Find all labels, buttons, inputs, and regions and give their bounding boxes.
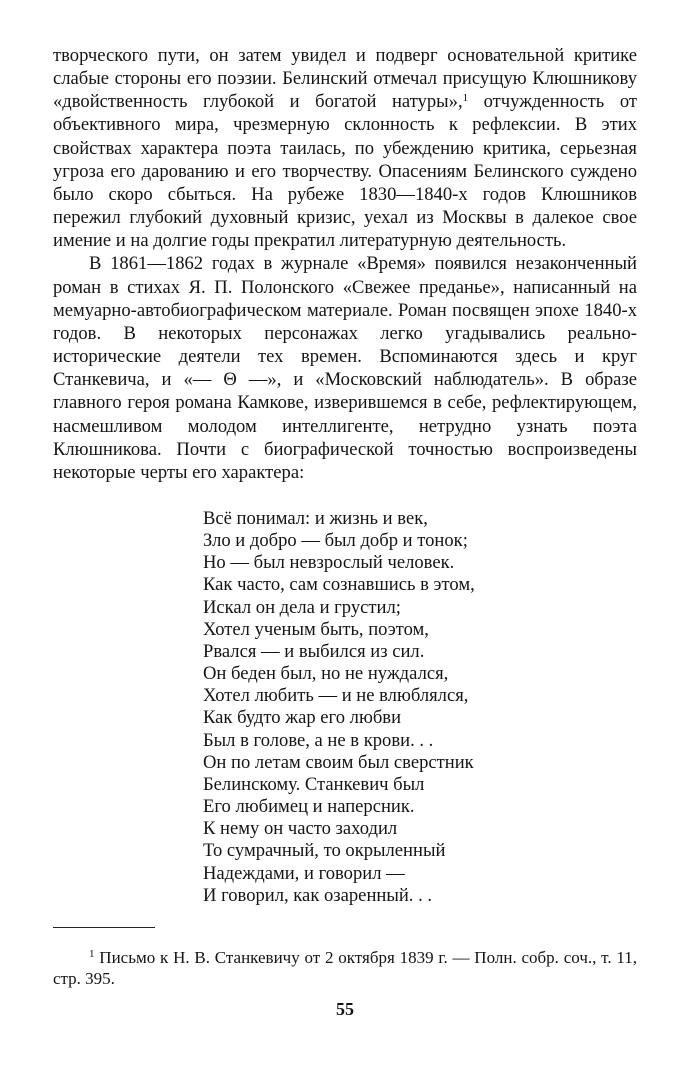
poem-line: Зло и добро — был добр и тонок;	[203, 530, 468, 552]
paragraph-2-text: В 1861—1862 годах в журнале «Время» появился незаконченный роман в стихах Я. П. Полонского «Свежее преданье», написанный на мемуарно-автобиографическом материале. Роман посвящен эпохе 1840-х годов. В некоторых персонажах легко угадывались реально-исторические деятели тех времен. Вспоминаются здесь и круг Станкевича, и «— Θ —», и «Московский наблюдатель». В образе главного героя романа Камкове, изверившемся в себе, рефлектирующем, насмешливом молодом интеллигенте, нетрудно узнать поэта Клюшникова. Почти с биографической точностью воспроизведены некоторые черты его характера:	[53, 253, 637, 483]
footnote	[53, 947, 637, 989]
paragraph-1	[53, 44, 637, 252]
poem-line: Он беден был, но не нуждался,	[203, 663, 449, 685]
poem-line: Он по летам своим был сверстник	[203, 751, 474, 773]
poem-line: То сумрачный, то окрыленный	[203, 840, 446, 862]
footnote-text: Письмо к Н. В. Станкевичу от 2 октября 1839 г. — Полн. собр. соч., т. 11, стр. 395.	[53, 948, 637, 988]
body-text	[53, 44, 637, 484]
footnote-ref: 1	[462, 92, 469, 105]
poem-line: Его любимец и наперсник.	[203, 796, 415, 818]
poem-line: Всё понимал: и жизнь и век,	[203, 508, 428, 529]
poem-line: Хотел ученым быть, поэтом,	[203, 618, 429, 640]
poem-line: Белинскому. Станкевич был	[203, 773, 425, 795]
poem-line: Надеждами, и говорил —	[203, 862, 405, 884]
poem-line: Рвался — и выбился из сил.	[203, 640, 425, 662]
footnote-divider	[53, 927, 155, 928]
paragraph-1-text-continued: отчужденность от объективного мира, чрезмерную склонность к рефлексии. В этих свойствах характера поэта таилась, по убеждению критика, серьезная угроза его дарованию и его творчеству. Опасениям Белинского суждено было скоро сбыться. На рубеже 1830—1840-х годов Клюшников пережил глубокий духовный кризис, уехал из Москвы в далекое свое имение и на долгие годы прекратил литературную деятельность.	[53, 91, 637, 252]
poem-line: Как часто, сам сознавшись в этом,	[203, 574, 475, 596]
footnote-marker: 1	[89, 948, 95, 960]
poem-line: Искал он дела и грустил;	[203, 596, 401, 618]
paragraph-2	[53, 252, 637, 484]
page-number: 55	[336, 999, 354, 1019]
poem-line: Но — был невзрослый человек.	[203, 552, 455, 574]
paragraph-1-text: творческого пути, он затем увидел и подверг основательной критике слабые стороны его поэзии. Белинский отмечал присущую Клюшникову «двойственность глубокой и богатой натуры»,	[53, 45, 637, 113]
poem-line: Как будто жар его любви	[203, 707, 402, 729]
poem-line: Хотел любить — и не влюблялся,	[203, 685, 469, 707]
poem-line: К нему он часто заходил	[203, 818, 398, 840]
poem-line: Был в голове, а не в крови. . .	[203, 729, 434, 751]
poem-line: И говорил, как озаренный. . .	[203, 884, 433, 906]
poem-quotation	[203, 508, 623, 907]
